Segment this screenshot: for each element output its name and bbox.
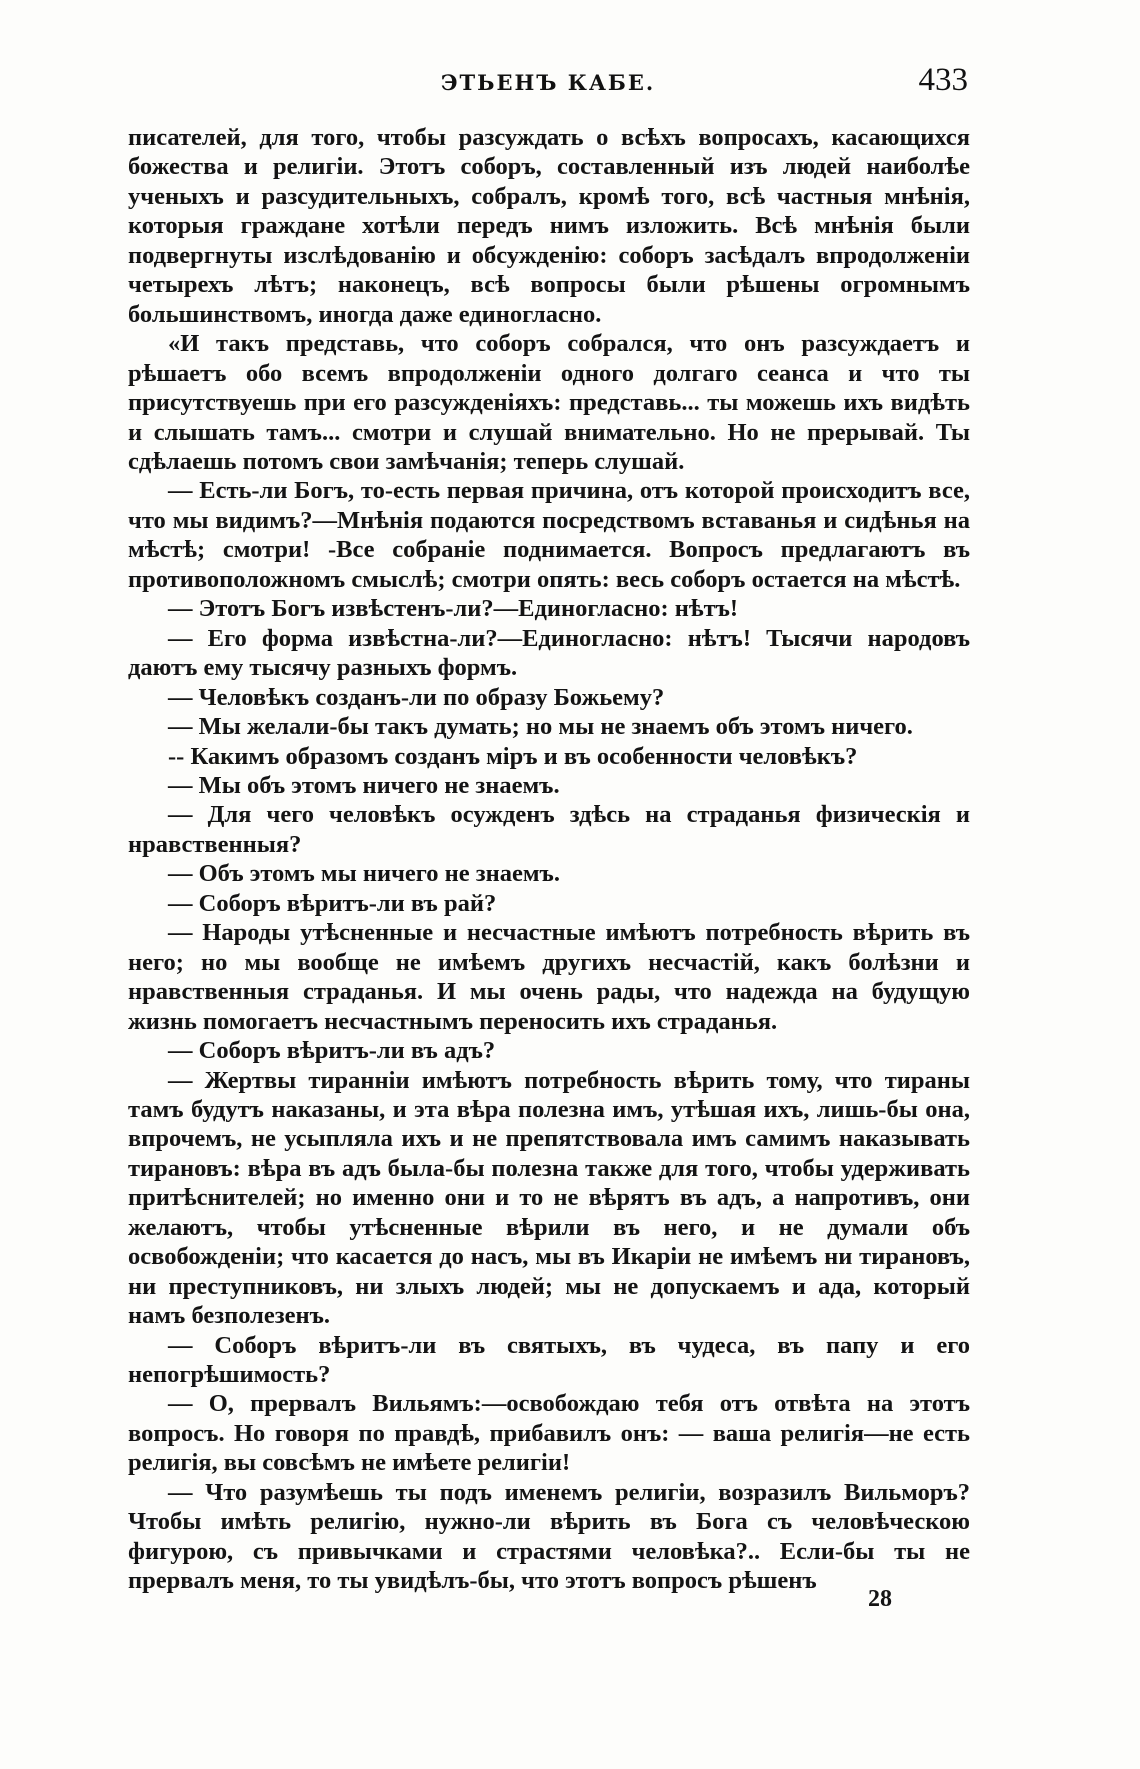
paragraph: — Есть-ли Богъ, то-есть первая причина, отъ которой происходитъ все, что мы видимъ?—Мнѣнія подаются посредствомъ вставанья и сидѣнья на мѣстѣ; смотри! -Все собраніе поднимается. Вопросъ предлагаютъ въ противоположномъ смыслѣ; смотри опять: весь соборъ остается на мѣстѣ. xyxy=(128,477,970,593)
paragraph: — Мы объ этомъ ничего не знаемъ. xyxy=(168,771,560,799)
paragraph: — Что разумѣешь ты подъ именемъ религіи, возразилъ Вильморъ? Чтобы имѣть религію, нужно-ли вѣрить въ Бога съ человѣческою фигурою, съ привычками и страстями человѣка?.. Если-бы ты не прервалъ меня, то ты увидѣлъ-бы, что этотъ вопросъ рѣшенъ xyxy=(128,1478,970,1595)
body-text xyxy=(128,123,970,1596)
paragraph: — Для чего человѣкъ осужденъ здѣсь на страданья физическія и нравственныя? xyxy=(128,801,970,858)
paragraph: «И такъ представь, что соборъ собрался, что онъ разсуждаетъ и рѣшаетъ обо всемъ впродолженіи одного долгаго сеанса и что ты присутствуешь при его разсужденіяхъ: представь... ты можешь ихъ видѣть и слышать тамъ... смотри и слушай внимательно. Но не прерывай. Ты сдѣлаешь потомъ свои замѣчанія; теперь слушай. xyxy=(128,330,970,475)
running-title: ЭТЬЕНЪ КАБЕ. xyxy=(440,70,656,95)
page-header xyxy=(128,62,968,102)
paragraph: — Соборъ вѣритъ-ли въ адъ? xyxy=(168,1037,496,1065)
paragraph: — Его форма извѣстна-ли?—Единогласно: нѣтъ! Тысячи народовъ даютъ ему тысячу разныхъ формъ. xyxy=(128,624,970,682)
paragraph: -- Какимъ образомъ созданъ міръ и въ особенности человѣкъ? xyxy=(168,742,858,770)
paragraph: — Мы желали-бы такъ думать; но мы не знаемъ объ этомъ ничего. xyxy=(168,713,913,741)
page-number: 433 xyxy=(918,62,968,98)
paragraph: — О, прервалъ Вильямъ:—освобождаю тебя отъ отвѣта на этотъ вопросъ. Но говоря по правдѣ, прибавилъ онъ: — ваша религія—не есть религія, вы совсѣмъ не имѣете религіи! xyxy=(128,1390,970,1477)
paragraph: — Объ этомъ мы ничего не знаемъ. xyxy=(168,860,560,888)
signature-mark: 28 xyxy=(868,1586,892,1612)
paragraph: — Соборъ вѣритъ-ли въ рай? xyxy=(168,889,497,917)
paragraph: — Народы утѣсненные и несчастные имѣютъ потребность вѣрить въ него; но мы вообще не имѣемъ другихъ несчастій, какъ болѣзни и нравственныя страданья. И мы очень рады, что надежда на будущую жизнь помогаетъ несчастнымъ переносить ихъ страданья. xyxy=(128,919,970,1035)
paragraph: — Соборъ вѣритъ-ли въ святыхъ, въ чудеса, въ папу и его непогрѣшимость? xyxy=(128,1331,970,1389)
paragraph: писателей, для того, чтобы разсуждать о всѣхъ вопросахъ, касающихся божества и религіи. Этотъ соборъ, составленный изъ людей наиболѣе ученыхъ и разсудительныхъ, собралъ, кромѣ того, всѣ частныя мнѣнія, которыя граждане хотѣли передъ нимъ изложить. Всѣ мнѣнія были подвергнуты изслѣдованію и обсужденію: соборъ засѣдалъ впродолженіи четырехъ лѣтъ; наконецъ, всѣ вопросы были рѣшены огромнымъ большинствомъ, иногда даже единогласно. xyxy=(128,124,970,328)
paragraph: — Жертвы тиранніи имѣютъ потребность вѣрить тому, что тираны тамъ будутъ наказаны, и эта вѣра полезна имъ, утѣшая ихъ, лишь-бы она, впрочемъ, не усыпляла ихъ и не препятствовала имъ самимъ наказывать тирановъ: вѣра въ адъ была-бы полезна также для того, чтобы удерживать притѣснителей; но именно они и то не вѣрятъ въ адъ, а напротивъ, они желаютъ, чтобы утѣсненные вѣрили въ него, и не думали объ освобожденіи; что касается до насъ, мы въ Икаріи не имѣемъ ни тирановъ, ни преступниковъ, ни злыхъ людей; мы не допускаемъ и ада, который намъ безполезенъ. xyxy=(128,1066,970,1330)
paragraph: — Этотъ Богъ извѣстенъ-ли?—Единогласно: нѣтъ! xyxy=(168,595,739,623)
paragraph: — Человѣкъ созданъ-ли по образу Божьему? xyxy=(168,683,665,711)
